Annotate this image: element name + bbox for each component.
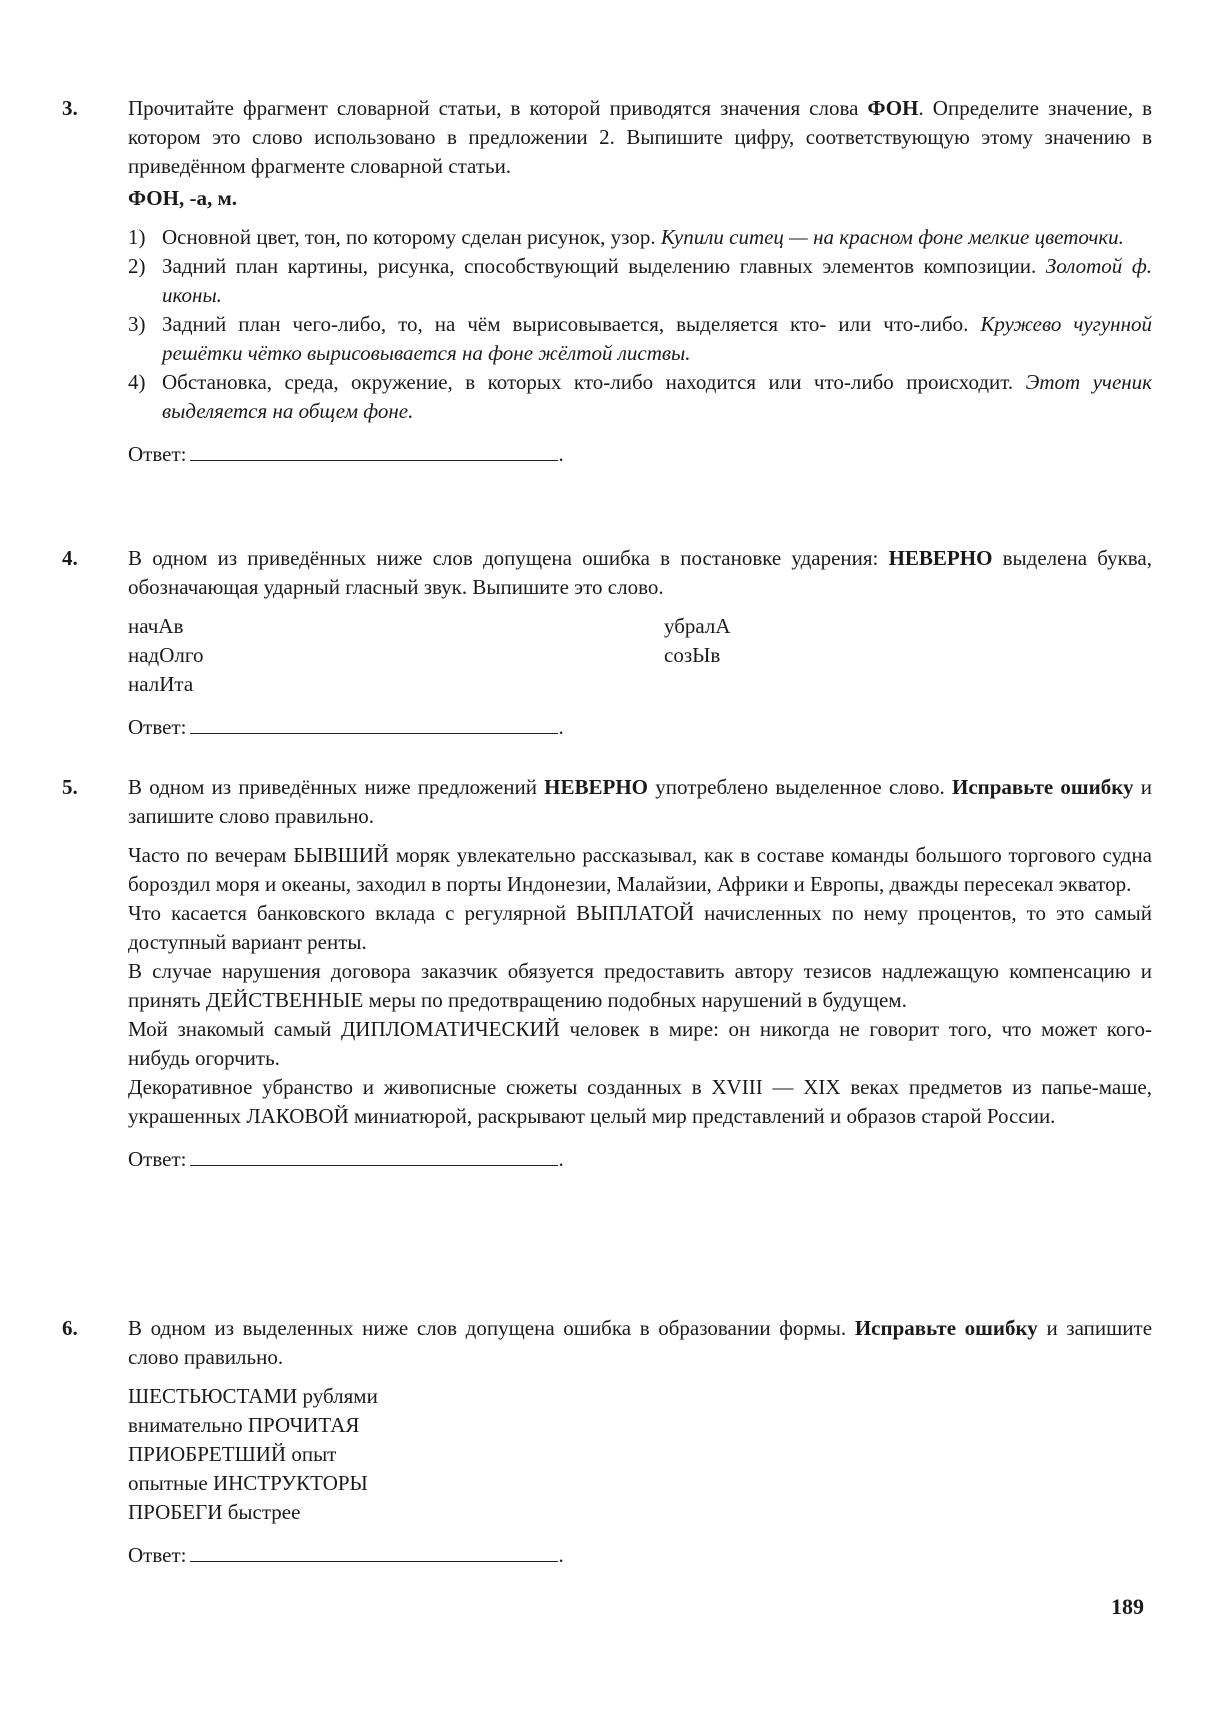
word-item: ШЕСТЬЮСТАМИ рублями: [128, 1384, 378, 1408]
answer-field: Ответ: .: [128, 1147, 564, 1171]
word-item: созЫв: [664, 643, 721, 667]
task-4: [62, 544, 1152, 742]
task-number: 5.: [62, 775, 78, 799]
task-number: 3.: [62, 96, 78, 120]
sentence: В случае нарушения договора заказчик обязуется предоставить автору тезисов надлежащую компенсацию и принять ДЕЙСТВЕННЫЕ меры по предотвращению подобных нарушений в будущем.: [128, 959, 1152, 1012]
dictionary-option: 4) Обстановка, среда, окружение, в которых кто-либо находится или что-либо происходит. Этот ученик выделяется на общем фоне.: [128, 370, 1153, 423]
answer-field: Ответ: .: [128, 1543, 564, 1567]
answer-line[interactable]: [190, 1543, 558, 1562]
task-intro: Прочитайте фрагмент словарной статьи, в которой приводятся значения слова ФОН. Определите значение, в котором это слово использовано в предложении 2. Выпишите цифру, соответствующую этому значению в приведённом фрагменте словарной статьи.: [128, 96, 1152, 178]
answer-line[interactable]: [190, 442, 558, 461]
task-intro: В одном из приведённых ниже предложений НЕВЕРНО употреблено выделенное слово. Исправьте ошибку и запишите слово правильно.: [128, 775, 1153, 828]
dictionary-option: 1) Основной цвет, тон, по которому сделан рисунок, узор. Купили ситец — на красном фоне мелкие цветочки.: [128, 225, 1124, 249]
task-3: [62, 94, 1152, 469]
task-intro: В одном из выделенных ниже слов допущена ошибка в образовании формы. Исправьте ошибку и запишите слово правильно.: [128, 1316, 1153, 1369]
word-item: убралА: [664, 614, 731, 638]
page-number: 189: [1111, 1594, 1144, 1619]
task-number: 4.: [62, 546, 78, 570]
dictionary-option: 3) Задний план чего-либо, то, на чём вырисовывается, выделяется кто- или что-либо. Кружево чугунной решётки чётко вырисовывается на фоне жёлтой листвы.: [128, 312, 1153, 365]
word-item: ПРОБЕГИ быстрее: [128, 1500, 301, 1524]
word-item: опытные ИНСТРУКТОРЫ: [128, 1471, 368, 1495]
word-item: внимательно ПРОЧИТАЯ: [128, 1413, 360, 1437]
dictionary-option: 2) Задний план картины, рисунка, способствующий выделению главных элементов композиции. Золотой ф. иконы.: [128, 254, 1152, 307]
word-item: начАв: [128, 614, 184, 638]
sentence: Декоративное убранство и живописные сюжеты созданных в XVIII — XIX веках предметов из папье-маше, украшенных ЛАКОВОЙ миниатюрой, раскрывают целый мир представлений и образов старой России.: [128, 1075, 1152, 1128]
sentence: Мой знакомый самый ДИПЛОМАТИЧЕСКИЙ человек в мире: он никогда не говорит того, что может кого-нибудь огорчить.: [128, 1017, 1152, 1070]
answer-line[interactable]: [190, 1147, 558, 1166]
dictionary-headword: ФОН, -а, м.: [128, 186, 238, 210]
word-item: ПРИОБРЕТШИЙ опыт: [128, 1442, 337, 1466]
word-item: надОлго: [128, 643, 204, 667]
task-number: 6.: [62, 1316, 78, 1340]
word-item: налИта: [128, 672, 194, 696]
word-list: [128, 612, 1152, 699]
answer-field: Ответ: .: [128, 442, 564, 466]
answer-line[interactable]: [190, 715, 558, 734]
task-intro: В одном из приведённых ниже слов допущена ошибка в постановке ударения: НЕВЕРНО выделена буква, обозначающая ударный гласный звук. Выпишите это слово.: [128, 546, 1152, 599]
task-6: [62, 1314, 1152, 1570]
sentence: Часто по вечерам БЫВШИЙ моряк увлекательно рассказывал, как в составе команды большого торгового судна бороздил моря и океаны, заходил в порты Индонезии, Малайзии, Африки и Европы, дважды пересекал экватор.: [128, 843, 1152, 896]
task-5: [62, 773, 1152, 1174]
answer-field: Ответ: .: [128, 715, 564, 739]
sentence: Что касается банковского вклада с регулярной ВЫПЛАТОЙ начисленных по нему процентов, то это самый доступный вариант ренты.: [128, 901, 1152, 954]
word-list: [128, 1382, 1152, 1527]
